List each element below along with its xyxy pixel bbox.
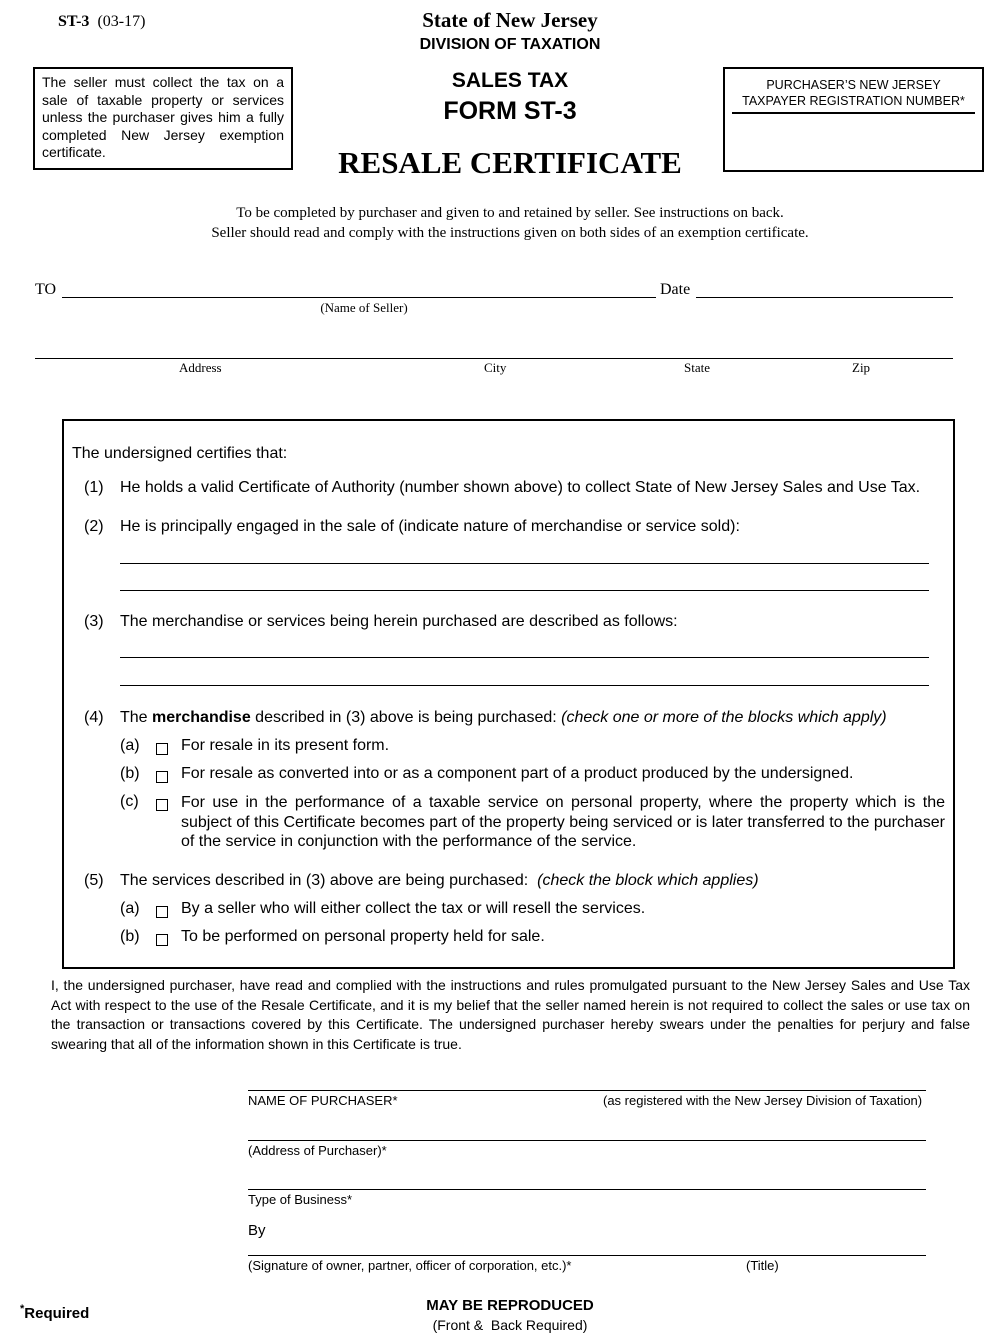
item5b-letter: (b) (120, 928, 140, 945)
title-label: (Title) (746, 1258, 779, 1273)
item2-number: (2) (84, 518, 104, 535)
business-type-label: Type of Business* (248, 1192, 353, 1207)
registration-underline (732, 112, 975, 114)
item2-text: He is principally engaged in the sale of (indicate nature of merchandise or service sold): (120, 518, 740, 535)
zip-caption: Zip (852, 360, 871, 375)
item4b-text: For resale as converted into or as a component part of a product produced by the undersigned. (181, 765, 854, 782)
item5a-text: By a seller who will either collect the tax or will resell the services. (181, 900, 646, 917)
seller-notice-text: The seller must collect the tax on a sale of taxable property or services unless the purchaser gives him a fully completed New Jersey exemption certificate. (42, 74, 284, 160)
form-code (58, 13, 145, 31)
instructions-line1: To be completed by purchaser and given to and retained by seller. See instructions on back. (236, 205, 784, 221)
purchaser-address-line[interactable] (248, 1140, 926, 1141)
item4c-checkbox[interactable] (156, 797, 168, 815)
item2-answer-line-2[interactable] (120, 590, 929, 591)
city-caption: City (484, 360, 507, 375)
seller-name-caption: (Name of Seller) (320, 300, 408, 315)
item5-text (120, 872, 759, 890)
date-line[interactable] (696, 297, 953, 298)
item2-answer-line-1[interactable] (120, 563, 929, 564)
item3-text: The merchandise or services being herein purchased are described as follows: (120, 613, 678, 630)
form-code-value: ST-3 (58, 13, 90, 30)
by-label: By (248, 1222, 266, 1239)
item4-number: (4) (84, 709, 104, 726)
purchaser-name-note: (as registered with the New Jersey Division of Taxation) (603, 1093, 923, 1108)
may-be-reproduced: MAY BE REPRODUCED (426, 1297, 594, 1314)
declaration-text: I, the undersigned purchaser, have read and complied with the instructions and rules promulgated pursuant to the New Jersey Sales and Use Tax Act with respect to the use of the Resale Certificate, and it is my belief that the seller named herein is not required to collect the sales or use tax on the transaction or transactions covered by this Certificate. The undersigned purchaser hereby swears under the penalties for perjury and false swearing that all of the information shown in this Certificate is true. (51, 977, 970, 1052)
sales-tax-label: SALES TAX (451, 69, 569, 92)
business-type-line[interactable] (248, 1189, 926, 1190)
date-label: Date (660, 281, 691, 298)
item4-text-bold: merchandise (152, 709, 251, 726)
required-note (20, 1303, 89, 1322)
item5-text-pre: The services described in (3) above are being purchased: (120, 872, 538, 889)
seller-address-line[interactable] (35, 358, 953, 359)
item5a-checkbox[interactable] (156, 904, 168, 922)
seller-name-line[interactable] (62, 297, 656, 298)
instructions (0, 203, 1000, 243)
item4-text-pre: The (120, 709, 153, 726)
item3-number: (3) (84, 613, 104, 630)
item4-text-mid: described in (3) above is being purchased: (250, 709, 562, 726)
certification-intro: The undersigned certifies that: (72, 445, 288, 462)
item5-number: (5) (84, 872, 104, 889)
item1-text: He holds a valid Certificate of Authority (number shown above) to collect State of New Jersey Sales and Use Tax. (120, 479, 921, 496)
item3-answer-line-1[interactable] (120, 657, 929, 658)
instructions-line2: Seller should read and comply with the instructions given on both sides of an exemption certificate. (211, 225, 809, 241)
item4c-text: For use in the performance of a taxable service on personal property, where the property which is the subject of this Certificate becomes part of the property being serviced or is later transferred to the purchaser of the service in conjunction with the performance of the service. (181, 794, 945, 850)
form-name: FORM ST-3 (443, 97, 577, 125)
signature-label: (Signature of owner, partner, officer of corporation, etc.)* (248, 1258, 572, 1273)
item4b-letter: (b) (120, 765, 140, 782)
purchaser-address-label: (Address of Purchaser)* (248, 1143, 387, 1158)
item3-answer-line-2[interactable] (120, 685, 929, 686)
to-label: TO (35, 281, 57, 298)
item5b-text: To be performed on personal property held for sale. (181, 928, 545, 945)
item4c-letter: (c) (120, 793, 139, 810)
seller-notice-box (33, 67, 293, 170)
item4a-text: For resale in its present form. (181, 737, 390, 754)
item4-text (120, 709, 887, 727)
registration-number-box[interactable] (723, 67, 984, 172)
signature-line[interactable] (248, 1255, 926, 1256)
item4b-checkbox[interactable] (156, 769, 168, 787)
registration-label-line2: TAXPAYER REGISTRATION NUMBER* (742, 94, 965, 108)
item1-number: (1) (84, 479, 104, 496)
division-name: DIVISION OF TAXATION (419, 36, 601, 53)
required-mark: * (20, 1303, 25, 1315)
address-caption: Address (179, 360, 222, 375)
purchaser-name-label: NAME OF PURCHASER* (248, 1093, 398, 1108)
state-caption: State (684, 360, 710, 375)
item4a-checkbox[interactable] (156, 741, 168, 759)
item4-text-italic: (check one or more of the blocks which apply) (561, 709, 887, 726)
item5b-checkbox[interactable] (156, 932, 168, 950)
front-back-required: (Front & Back Required) (432, 1317, 588, 1333)
item5-text-italic: (check the block which applies) (537, 872, 759, 889)
form-date: (03-17) (97, 13, 146, 30)
purchaser-name-line[interactable] (248, 1090, 926, 1091)
registration-label-line1: PURCHASER’S NEW JERSEY (766, 78, 941, 92)
item5a-letter: (a) (120, 900, 140, 917)
page-title: RESALE CERTIFICATE (338, 145, 682, 180)
item4a-letter: (a) (120, 737, 140, 754)
required-text: Required (24, 1305, 90, 1322)
state-name: State of New Jersey (422, 8, 598, 32)
